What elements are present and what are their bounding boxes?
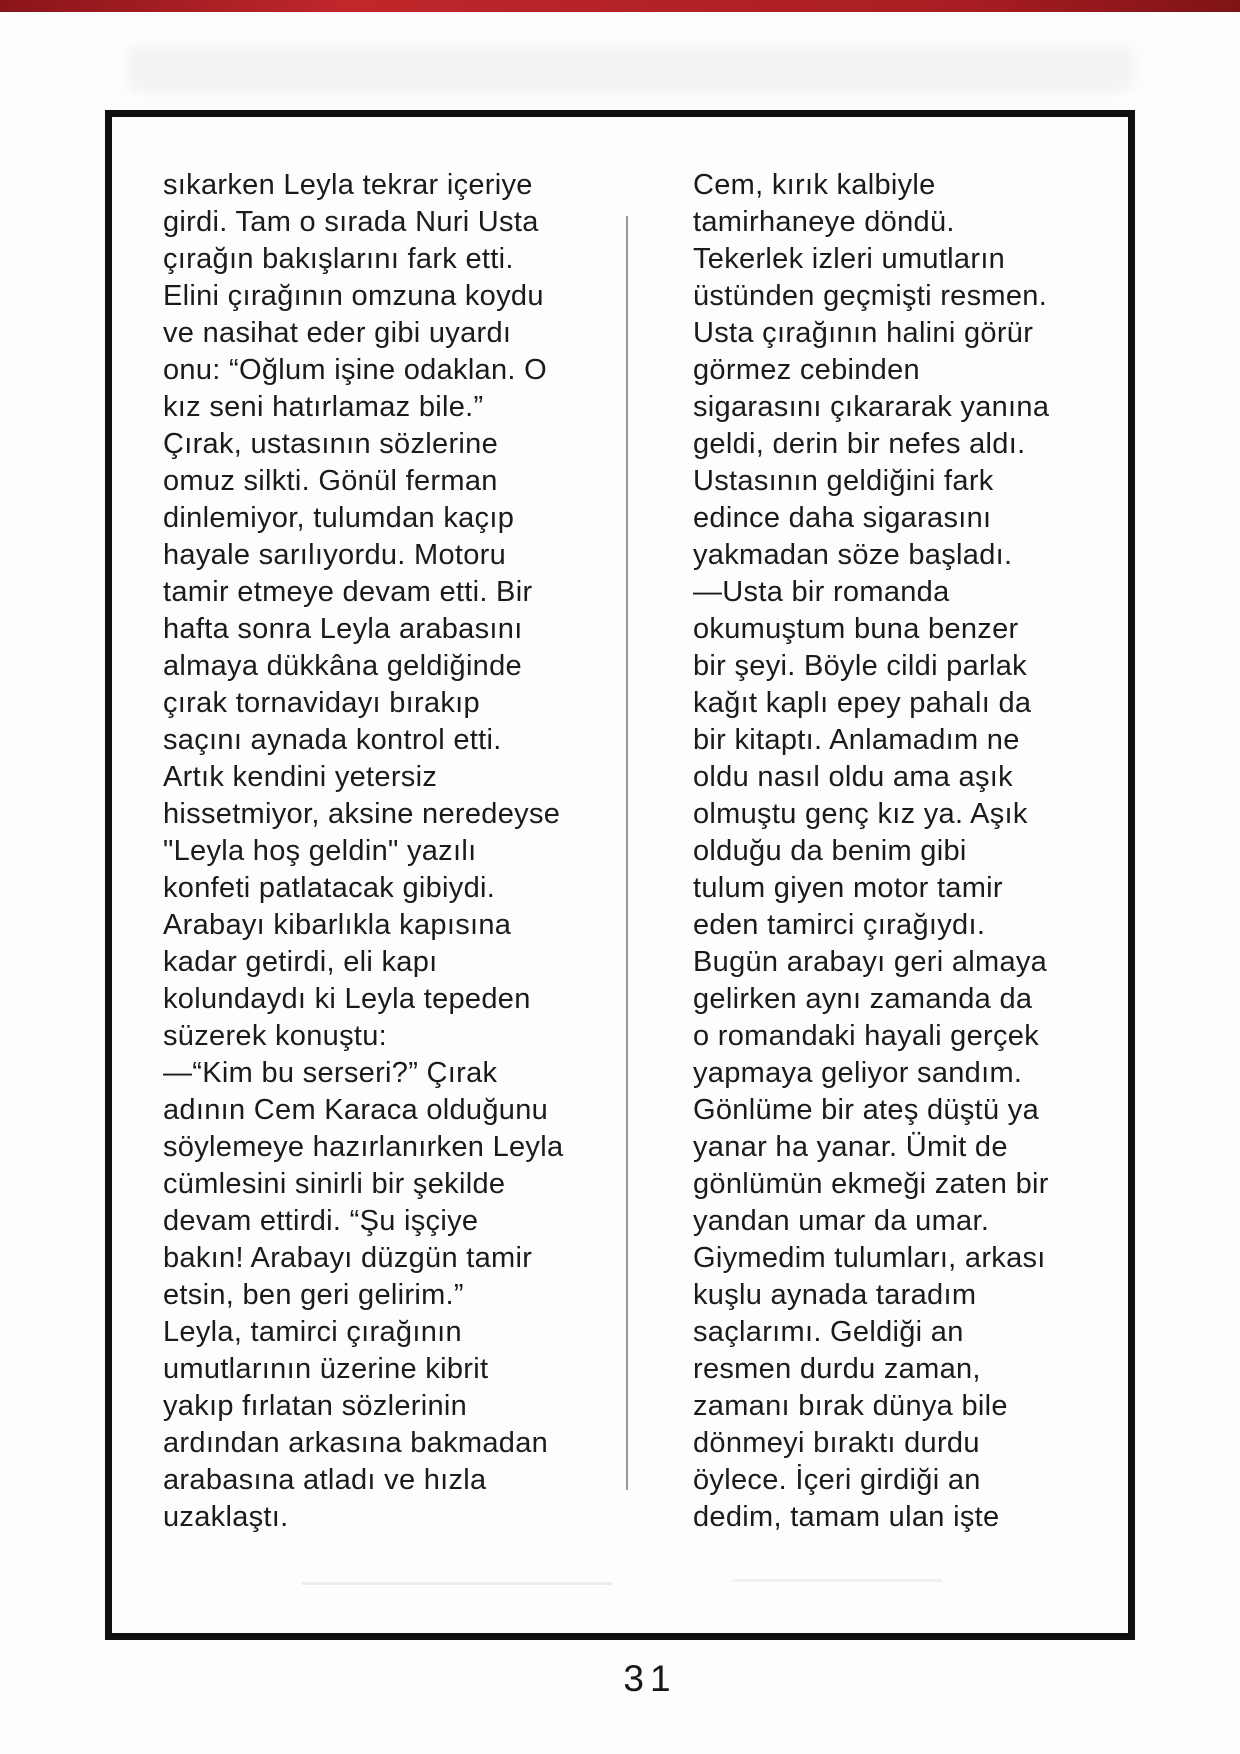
text-line: kız seni hatırlamaz bile.” [163,391,484,423]
text-line: adının Cem Karaca olduğunu [163,1094,549,1126]
text-line: Ustasının geldiğini fark [693,465,994,497]
text-line: cümlesini sinirli bir şekilde [163,1168,506,1200]
text-line: kadar getirdi, eli kapı [163,946,438,978]
text-line: Arabayı kibarlıkla kapısına [163,909,512,941]
text-line: kolundaydı ki Leyla tepeden [163,983,531,1015]
text-line: Elini çırağının omzuna koydu [163,280,544,312]
text-line: söylemeye hazırlanırken Leyla [163,1131,564,1163]
text-line: sıkarken Leyla tekrar içeriye [163,169,533,201]
text-line: saçlarımı. Geldiği an [693,1316,964,1348]
text-line: geldi, derin bir nefes aldı. [693,428,1026,460]
text-line: —“Kim bu serseri?” Çırak [163,1057,498,1089]
text-line: yakıp fırlatan sözlerinin [163,1390,468,1422]
text-line: tamirhaneye döndü. [693,206,955,238]
text-line: gönlümün ekmeği zaten bir [693,1168,1049,1200]
text-line: girdi. Tam o sırada Nuri Usta [163,206,539,238]
scan-artifact-line [302,1582,612,1585]
text-line: onu: “Oğlum işine odaklan. O [163,354,547,386]
column-divider-rule [626,216,628,1490]
text-line: arabasına atladı ve hızla [163,1464,487,1496]
text-line: —Usta bir romanda [693,576,950,608]
text-line: üstünden geçmişti resmen. [693,280,1048,312]
text-line: etsin, ben geri gelirim.” [163,1279,464,1311]
text-line: zamanı bırak dünya bile [693,1390,1008,1422]
right-text-column [693,167,1133,1536]
text-line: okumuştum buna benzer [693,613,1019,645]
text-line: "Leyla hoş geldin" yazılı [163,835,477,867]
text-line: öylece. İçeri girdiği an [693,1464,981,1496]
text-line: Cem, kırık kalbiyle [693,169,936,201]
top-red-edge-bar [0,0,1240,12]
text-line: Leyla, tamirci çırağının [163,1316,462,1348]
text-line: Usta çırağının halini görür [693,317,1034,349]
page-number: 31 [623,1658,677,1699]
text-line: yapmaya geliyor sandım. [693,1057,1023,1089]
text-line: olmuştu genç kız ya. Aşık [693,798,1028,830]
text-line: almaya dükkâna geldiğinde [163,650,522,682]
text-line: sigarasını çıkararak yanına [693,391,1050,423]
text-line: bir kitaptı. Anlamadım ne [693,724,1020,756]
page-border-frame [105,110,1135,1640]
text-line: Çırak, ustasının sözlerine [163,428,498,460]
text-line: ve nasihat eder gibi uyardı [163,317,512,349]
scan-artifact-line [732,1579,942,1582]
text-line: o romandaki hayali gerçek [693,1020,1040,1052]
text-line: hayale sarılıyordu. Motoru [163,539,507,571]
text-line: eden tamirci çırağıydı. [693,909,986,941]
text-line: Artık kendini yetersiz [163,761,438,793]
text-line: konfeti patlatacak gibiydi. [163,872,496,904]
text-line: olduğu da benim gibi [693,835,967,867]
text-line: yanar ha yanar. Ümit de [693,1131,1008,1163]
text-line: Gönlüme bir ateş düştü ya [693,1094,1040,1126]
text-line: kuşlu aynada taradım [693,1279,977,1311]
text-line: edince daha sigarasını [693,502,992,534]
text-line: oldu nasıl oldu ama aşık [693,761,1013,793]
text-line: çırağın bakışlarını fark etti. [163,243,514,275]
text-line: uzaklaştı. [163,1501,289,1533]
text-line: ardından arkasına bakmadan [163,1427,549,1459]
text-line: tamir etmeye devam etti. Bir [163,576,533,608]
text-line: Giymedim tulumları, arkası [693,1242,1046,1274]
text-line: hissetmiyor, aksine neredeyse [163,798,561,830]
text-line: umutlarının üzerine kibrit [163,1353,489,1385]
text-line: hafta sonra Leyla arabasını [163,613,523,645]
text-line: Tekerlek izleri umutların [693,243,1006,275]
text-line: yandan umar da umar. [693,1205,990,1237]
text-line: kağıt kaplı epey pahalı da [693,687,1032,719]
text-line: çırak tornavidayı bırakıp [163,687,480,719]
left-text-column [163,167,628,1536]
text-line: resmen durdu zaman, [693,1353,981,1385]
text-line: bir şeyi. Böyle cildi parlak [693,650,1027,682]
text-line: devam ettirdi. “Şu işçiye [163,1205,479,1237]
text-line: saçını aynada kontrol etti. [163,724,502,756]
text-line: dinlemiyor, tulumdan kaçıp [163,502,515,534]
text-line: dedim, tamam ulan işte [693,1501,1000,1533]
text-line: Bugün arabayı geri almaya [693,946,1048,978]
text-line: yakmadan söze başladı. [693,539,1013,571]
text-line: dönmeyi bıraktı durdu [693,1427,980,1459]
scan-shadow-band [128,46,1133,92]
text-line: görmez cebinden [693,354,920,386]
text-line: süzerek konuştu: [163,1020,388,1052]
text-line: gelirken aynı zamanda da [693,983,1033,1015]
text-line: tulum giyen motor tamir [693,872,1003,904]
text-line: omuz silkti. Gönül ferman [163,465,498,497]
text-line: bakın! Arabayı düzgün tamir [163,1242,533,1274]
